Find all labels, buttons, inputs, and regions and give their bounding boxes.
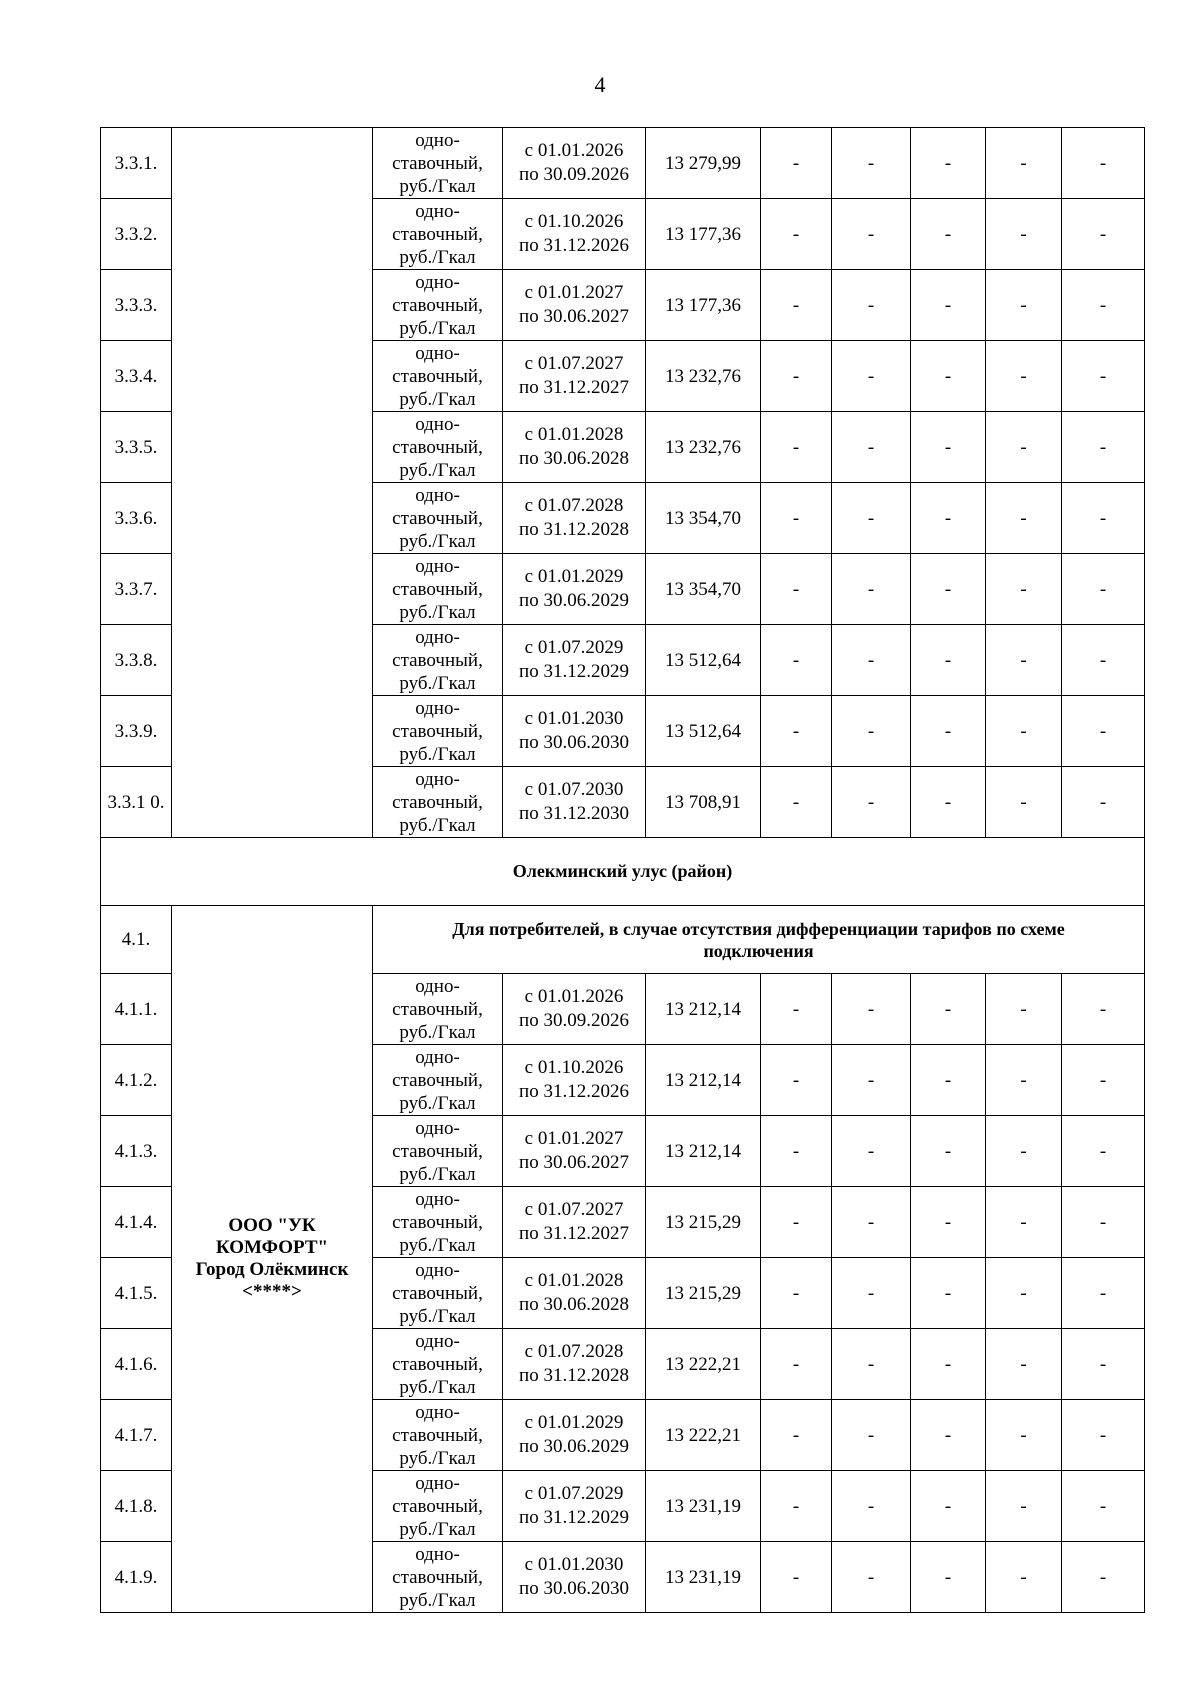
empty-value: - xyxy=(832,412,911,483)
cell-line: по 30.06.2030 xyxy=(519,732,629,753)
row-number: 3.3.9. xyxy=(101,696,172,767)
tariff-kind xyxy=(373,128,503,199)
consumer-group-header xyxy=(373,906,1145,974)
empty-value: - xyxy=(832,1542,911,1613)
row-number: 4.1.6. xyxy=(101,1329,172,1400)
cell-line: одно- xyxy=(415,413,460,435)
cell-line: с 01.07.2030 xyxy=(524,779,624,800)
empty-value: - xyxy=(832,554,911,625)
empty-value: - xyxy=(986,1258,1062,1329)
empty-value: - xyxy=(1062,1400,1145,1471)
cell-line: по 31.12.2030 xyxy=(519,803,629,824)
tariff-period xyxy=(503,1471,646,1542)
cell-line: подключения xyxy=(703,940,814,961)
region-header: Олекминский улус (район) xyxy=(101,838,1145,906)
cell-line: ставочный, xyxy=(392,294,483,316)
tariff-period xyxy=(503,483,646,554)
empty-value: - xyxy=(911,1329,986,1400)
cell-line: одно- xyxy=(415,975,460,997)
empty-value: - xyxy=(986,767,1062,838)
cell-line: с 01.01.2026 xyxy=(524,986,624,1007)
cell-line: по 31.12.2028 xyxy=(519,1365,629,1386)
cell-line: с 01.07.2029 xyxy=(524,637,624,658)
cell-line: по 31.12.2027 xyxy=(519,1223,629,1244)
tariff-period xyxy=(503,1400,646,1471)
cell-line: с 01.01.2027 xyxy=(524,282,624,303)
cell-line: с 01.10.2026 xyxy=(524,211,624,232)
tariff-value: 13 212,14 xyxy=(646,1116,761,1187)
empty-value: - xyxy=(832,1116,911,1187)
cell-line: руб./Гкал xyxy=(399,1163,476,1185)
cell-line: по 30.09.2026 xyxy=(519,1010,629,1031)
empty-value: - xyxy=(832,625,911,696)
cell-line: с 01.01.2027 xyxy=(524,1128,624,1149)
empty-value: - xyxy=(1062,1187,1145,1258)
cell-line: одно- xyxy=(415,1401,460,1423)
tariff-kind xyxy=(373,1045,503,1116)
cell-line: одно- xyxy=(415,1543,460,1565)
cell-line: по 31.12.2029 xyxy=(519,1507,629,1528)
cell-line: по 30.06.2027 xyxy=(519,1152,629,1173)
tariff-value: 13 212,14 xyxy=(646,974,761,1045)
cell-line: руб./Гкал xyxy=(399,1305,476,1327)
empty-value: - xyxy=(986,1116,1062,1187)
empty-value: - xyxy=(761,270,832,341)
cell-line: одно- xyxy=(415,271,460,293)
empty-value: - xyxy=(761,1400,832,1471)
tariff-period xyxy=(503,554,646,625)
empty-value: - xyxy=(832,1187,911,1258)
tariff-kind xyxy=(373,1116,503,1187)
empty-value: - xyxy=(832,199,911,270)
cell-line: одно- xyxy=(415,697,460,719)
cell-line: по 31.12.2027 xyxy=(519,377,629,398)
empty-value: - xyxy=(761,554,832,625)
empty-value: - xyxy=(761,483,832,554)
empty-value: - xyxy=(986,412,1062,483)
tariff-kind xyxy=(373,483,503,554)
cell-line: ставочный, xyxy=(392,1353,483,1375)
empty-value: - xyxy=(1062,767,1145,838)
tariff-kind xyxy=(373,412,503,483)
tariff-value: 13 708,91 xyxy=(646,767,761,838)
empty-value: - xyxy=(911,1187,986,1258)
cell-line: одно- xyxy=(415,1046,460,1068)
cell-line: ставочный, xyxy=(392,791,483,813)
empty-value: - xyxy=(986,128,1062,199)
tariff-kind xyxy=(373,1542,503,1613)
cell-line: по 30.06.2028 xyxy=(519,448,629,469)
cell-line: с 01.01.2029 xyxy=(524,1412,624,1433)
tariff-kind xyxy=(373,1471,503,1542)
cell-line: ставочный, xyxy=(392,223,483,245)
row-number: 4.1.2. xyxy=(101,1045,172,1116)
empty-value: - xyxy=(761,767,832,838)
empty-value: - xyxy=(986,1471,1062,1542)
cell-line: по 31.12.2026 xyxy=(519,1081,629,1102)
tariff-value: 13 212,14 xyxy=(646,1045,761,1116)
cell-line: одно- xyxy=(415,1330,460,1352)
row-number: 4.1.3. xyxy=(101,1116,172,1187)
row-number: 3.3.6. xyxy=(101,483,172,554)
organization-cell xyxy=(172,128,373,838)
cell-line: с 01.10.2026 xyxy=(524,1057,624,1078)
cell-line: одно- xyxy=(415,1117,460,1139)
tariff-period xyxy=(503,412,646,483)
tariff-value: 13 215,29 xyxy=(646,1258,761,1329)
cell-line: Город Олёкминск xyxy=(195,1259,349,1280)
row-number: 4.1.7. xyxy=(101,1400,172,1471)
row-number: 3.3.8. xyxy=(101,625,172,696)
empty-value: - xyxy=(986,1187,1062,1258)
cell-line: ставочный, xyxy=(392,1282,483,1304)
empty-value: - xyxy=(911,767,986,838)
empty-value: - xyxy=(1062,1045,1145,1116)
cell-line: одно- xyxy=(415,555,460,577)
cell-line: руб./Гкал xyxy=(399,388,476,410)
tariff-kind xyxy=(373,341,503,412)
tariff-period xyxy=(503,199,646,270)
empty-value: - xyxy=(832,1045,911,1116)
cell-line: одно- xyxy=(415,1259,460,1281)
empty-value: - xyxy=(1062,1329,1145,1400)
empty-value: - xyxy=(986,554,1062,625)
empty-value: - xyxy=(986,1400,1062,1471)
tariff-value: 13 215,29 xyxy=(646,1187,761,1258)
empty-value: - xyxy=(832,767,911,838)
tariff-period xyxy=(503,341,646,412)
empty-value: - xyxy=(1062,483,1145,554)
empty-value: - xyxy=(761,128,832,199)
cell-line: руб./Гкал xyxy=(399,1447,476,1469)
empty-value: - xyxy=(761,1116,832,1187)
empty-value: - xyxy=(761,1045,832,1116)
empty-value: - xyxy=(761,1187,832,1258)
empty-value: - xyxy=(1062,341,1145,412)
empty-value: - xyxy=(986,199,1062,270)
tariff-period xyxy=(503,1258,646,1329)
row-number: 4.1.8. xyxy=(101,1471,172,1542)
cell-line: одно- xyxy=(415,768,460,790)
empty-value: - xyxy=(832,128,911,199)
tariff-period xyxy=(503,270,646,341)
empty-value: - xyxy=(1062,974,1145,1045)
cell-line: одно- xyxy=(415,129,460,151)
empty-value: - xyxy=(761,625,832,696)
tariff-value: 13 231,19 xyxy=(646,1471,761,1542)
empty-value: - xyxy=(986,1542,1062,1613)
empty-value: - xyxy=(761,341,832,412)
cell-line: руб./Гкал xyxy=(399,1376,476,1398)
empty-value: - xyxy=(832,1471,911,1542)
table-row xyxy=(101,128,1145,199)
empty-value: - xyxy=(911,483,986,554)
tariff-kind xyxy=(373,554,503,625)
empty-value: - xyxy=(986,483,1062,554)
tariff-value: 13 512,64 xyxy=(646,696,761,767)
cell-line: одно- xyxy=(415,1472,460,1494)
cell-line: ставочный, xyxy=(392,1069,483,1091)
consumer-group-row xyxy=(101,906,1145,974)
tariff-period xyxy=(503,625,646,696)
cell-line: с 01.01.2026 xyxy=(524,140,624,161)
empty-value: - xyxy=(832,341,911,412)
tariff-value: 13 231,19 xyxy=(646,1542,761,1613)
cell-line: Для потребителей, в случае отсутствия дифференциации тарифов по схеме xyxy=(452,918,1065,939)
cell-line: по 30.06.2030 xyxy=(519,1578,629,1599)
cell-line: с 01.01.2028 xyxy=(524,1270,624,1291)
tariff-period xyxy=(503,128,646,199)
empty-value: - xyxy=(761,696,832,767)
cell-line: ставочный, xyxy=(392,1566,483,1588)
empty-value: - xyxy=(1062,1542,1145,1613)
empty-value: - xyxy=(832,483,911,554)
empty-value: - xyxy=(1062,412,1145,483)
cell-line: с 01.07.2027 xyxy=(524,1199,624,1220)
empty-value: - xyxy=(1062,270,1145,341)
empty-value: - xyxy=(832,270,911,341)
cell-line: с 01.01.2030 xyxy=(524,1554,624,1575)
empty-value: - xyxy=(1062,128,1145,199)
empty-value: - xyxy=(986,625,1062,696)
cell-line: по 30.09.2026 xyxy=(519,164,629,185)
empty-value: - xyxy=(832,1258,911,1329)
tariff-kind xyxy=(373,1329,503,1400)
empty-value: - xyxy=(832,974,911,1045)
empty-value: - xyxy=(761,1329,832,1400)
cell-line: ставочный, xyxy=(392,507,483,529)
cell-line: <****> xyxy=(242,1281,302,1302)
cell-line: ставочный, xyxy=(392,578,483,600)
cell-line: руб./Гкал xyxy=(399,317,476,339)
tariff-value: 13 232,76 xyxy=(646,412,761,483)
cell-line: ставочный, xyxy=(392,1495,483,1517)
tariff-table xyxy=(100,127,1145,1613)
tariff-kind xyxy=(373,696,503,767)
organization-cell xyxy=(172,906,373,1613)
region-header-row xyxy=(101,838,1145,906)
cell-line: ставочный, xyxy=(392,1424,483,1446)
empty-value: - xyxy=(1062,199,1145,270)
cell-line: руб./Гкал xyxy=(399,459,476,481)
cell-line: ставочный, xyxy=(392,998,483,1020)
tariff-period xyxy=(503,1045,646,1116)
tariff-value: 13 354,70 xyxy=(646,554,761,625)
row-number: 4.1.5. xyxy=(101,1258,172,1329)
cell-line: одно- xyxy=(415,1188,460,1210)
tariff-period xyxy=(503,1116,646,1187)
tariff-kind xyxy=(373,199,503,270)
empty-value: - xyxy=(911,974,986,1045)
empty-value: - xyxy=(761,1471,832,1542)
cell-line: по 30.06.2029 xyxy=(519,1436,629,1457)
cell-line: руб./Гкал xyxy=(399,1518,476,1540)
cell-line: с 01.07.2027 xyxy=(524,353,624,374)
empty-value: - xyxy=(911,341,986,412)
empty-value: - xyxy=(911,554,986,625)
row-number: 4.1.4. xyxy=(101,1187,172,1258)
cell-line: руб./Гкал xyxy=(399,246,476,268)
cell-line: ставочный, xyxy=(392,365,483,387)
row-number: 3.3.4. xyxy=(101,341,172,412)
tariff-value: 13 512,64 xyxy=(646,625,761,696)
cell-line: ставочный, xyxy=(392,649,483,671)
cell-line: руб./Гкал xyxy=(399,1234,476,1256)
tariff-value: 13 232,76 xyxy=(646,341,761,412)
row-number: 3.3.7. xyxy=(101,554,172,625)
cell-line: с 01.07.2029 xyxy=(524,1483,624,1504)
empty-value: - xyxy=(1062,625,1145,696)
tariff-period xyxy=(503,767,646,838)
cell-line: с 01.01.2028 xyxy=(524,424,624,445)
empty-value: - xyxy=(761,974,832,1045)
cell-line: ООО "УК xyxy=(228,1215,316,1236)
cell-line: по 30.06.2029 xyxy=(519,590,629,611)
cell-line: по 31.12.2026 xyxy=(519,235,629,256)
empty-value: - xyxy=(911,1400,986,1471)
empty-value: - xyxy=(911,1045,986,1116)
empty-value: - xyxy=(761,199,832,270)
empty-value: - xyxy=(986,696,1062,767)
cell-line: по 31.12.2029 xyxy=(519,661,629,682)
tariff-value: 13 177,36 xyxy=(646,199,761,270)
empty-value: - xyxy=(1062,1471,1145,1542)
tariff-period xyxy=(503,974,646,1045)
tariff-value: 13 177,36 xyxy=(646,270,761,341)
empty-value: - xyxy=(761,412,832,483)
tariff-kind xyxy=(373,625,503,696)
empty-value: - xyxy=(911,696,986,767)
empty-value: - xyxy=(832,696,911,767)
empty-value: - xyxy=(1062,1116,1145,1187)
row-number: 4.1.9. xyxy=(101,1542,172,1613)
empty-value: - xyxy=(986,1329,1062,1400)
cell-line: руб./Гкал xyxy=(399,601,476,623)
cell-line: руб./Гкал xyxy=(399,1021,476,1043)
tariff-value: 13 222,21 xyxy=(646,1400,761,1471)
cell-line: ставочный, xyxy=(392,1140,483,1162)
tariff-kind xyxy=(373,270,503,341)
cell-line: руб./Гкал xyxy=(399,672,476,694)
tariff-period xyxy=(503,1329,646,1400)
empty-value: - xyxy=(911,199,986,270)
cell-line: по 30.06.2027 xyxy=(519,306,629,327)
row-number: 4.1. xyxy=(101,906,172,974)
empty-value: - xyxy=(1062,1258,1145,1329)
cell-line: с 01.07.2028 xyxy=(524,495,624,516)
tariff-kind xyxy=(373,1187,503,1258)
cell-line: ставочный, xyxy=(392,152,483,174)
cell-line: руб./Гкал xyxy=(399,530,476,552)
row-number: 4.1.1. xyxy=(101,974,172,1045)
row-number: 3.3.5. xyxy=(101,412,172,483)
tariff-value: 13 354,70 xyxy=(646,483,761,554)
tariff-kind xyxy=(373,1400,503,1471)
empty-value: - xyxy=(911,1258,986,1329)
row-number: 3.3.2. xyxy=(101,199,172,270)
empty-value: - xyxy=(832,1329,911,1400)
cell-line: КОМФОРТ" xyxy=(215,1237,329,1258)
empty-value: - xyxy=(761,1542,832,1613)
cell-line: одно- xyxy=(415,484,460,506)
tariff-value: 13 222,21 xyxy=(646,1329,761,1400)
tariff-kind xyxy=(373,767,503,838)
cell-line: одно- xyxy=(415,200,460,222)
tariff-period xyxy=(503,696,646,767)
row-number: 3.3.1 0. xyxy=(101,767,172,838)
empty-value: - xyxy=(1062,554,1145,625)
tariff-period xyxy=(503,1542,646,1613)
cell-line: по 31.12.2028 xyxy=(519,519,629,540)
row-number: 3.3.3. xyxy=(101,270,172,341)
cell-line: с 01.01.2029 xyxy=(524,566,624,587)
empty-value: - xyxy=(1062,696,1145,767)
empty-value: - xyxy=(986,341,1062,412)
empty-value: - xyxy=(911,1471,986,1542)
empty-value: - xyxy=(761,1258,832,1329)
cell-line: руб./Гкал xyxy=(399,743,476,765)
cell-line: одно- xyxy=(415,342,460,364)
cell-line: ставочный, xyxy=(392,436,483,458)
empty-value: - xyxy=(911,128,986,199)
row-number: 3.3.1. xyxy=(101,128,172,199)
cell-line: ставочный, xyxy=(392,720,483,742)
empty-value: - xyxy=(911,625,986,696)
cell-line: руб./Гкал xyxy=(399,814,476,836)
empty-value: - xyxy=(986,1045,1062,1116)
cell-line: одно- xyxy=(415,626,460,648)
empty-value: - xyxy=(911,270,986,341)
cell-line: руб./Гкал xyxy=(399,175,476,197)
empty-value: - xyxy=(911,1542,986,1613)
empty-value: - xyxy=(911,1116,986,1187)
tariff-kind xyxy=(373,974,503,1045)
cell-line: по 30.06.2028 xyxy=(519,1294,629,1315)
empty-value: - xyxy=(832,1400,911,1471)
cell-line: руб./Гкал xyxy=(399,1589,476,1611)
empty-value: - xyxy=(911,412,986,483)
cell-line: руб./Гкал xyxy=(399,1092,476,1114)
tariff-period xyxy=(503,1187,646,1258)
tariff-kind xyxy=(373,1258,503,1329)
empty-value: - xyxy=(986,270,1062,341)
page-number: 4 xyxy=(594,72,606,97)
cell-line: ставочный, xyxy=(392,1211,483,1233)
cell-line: с 01.01.2030 xyxy=(524,708,624,729)
tariff-value: 13 279,99 xyxy=(646,128,761,199)
cell-line: с 01.07.2028 xyxy=(524,1341,624,1362)
empty-value: - xyxy=(986,974,1062,1045)
